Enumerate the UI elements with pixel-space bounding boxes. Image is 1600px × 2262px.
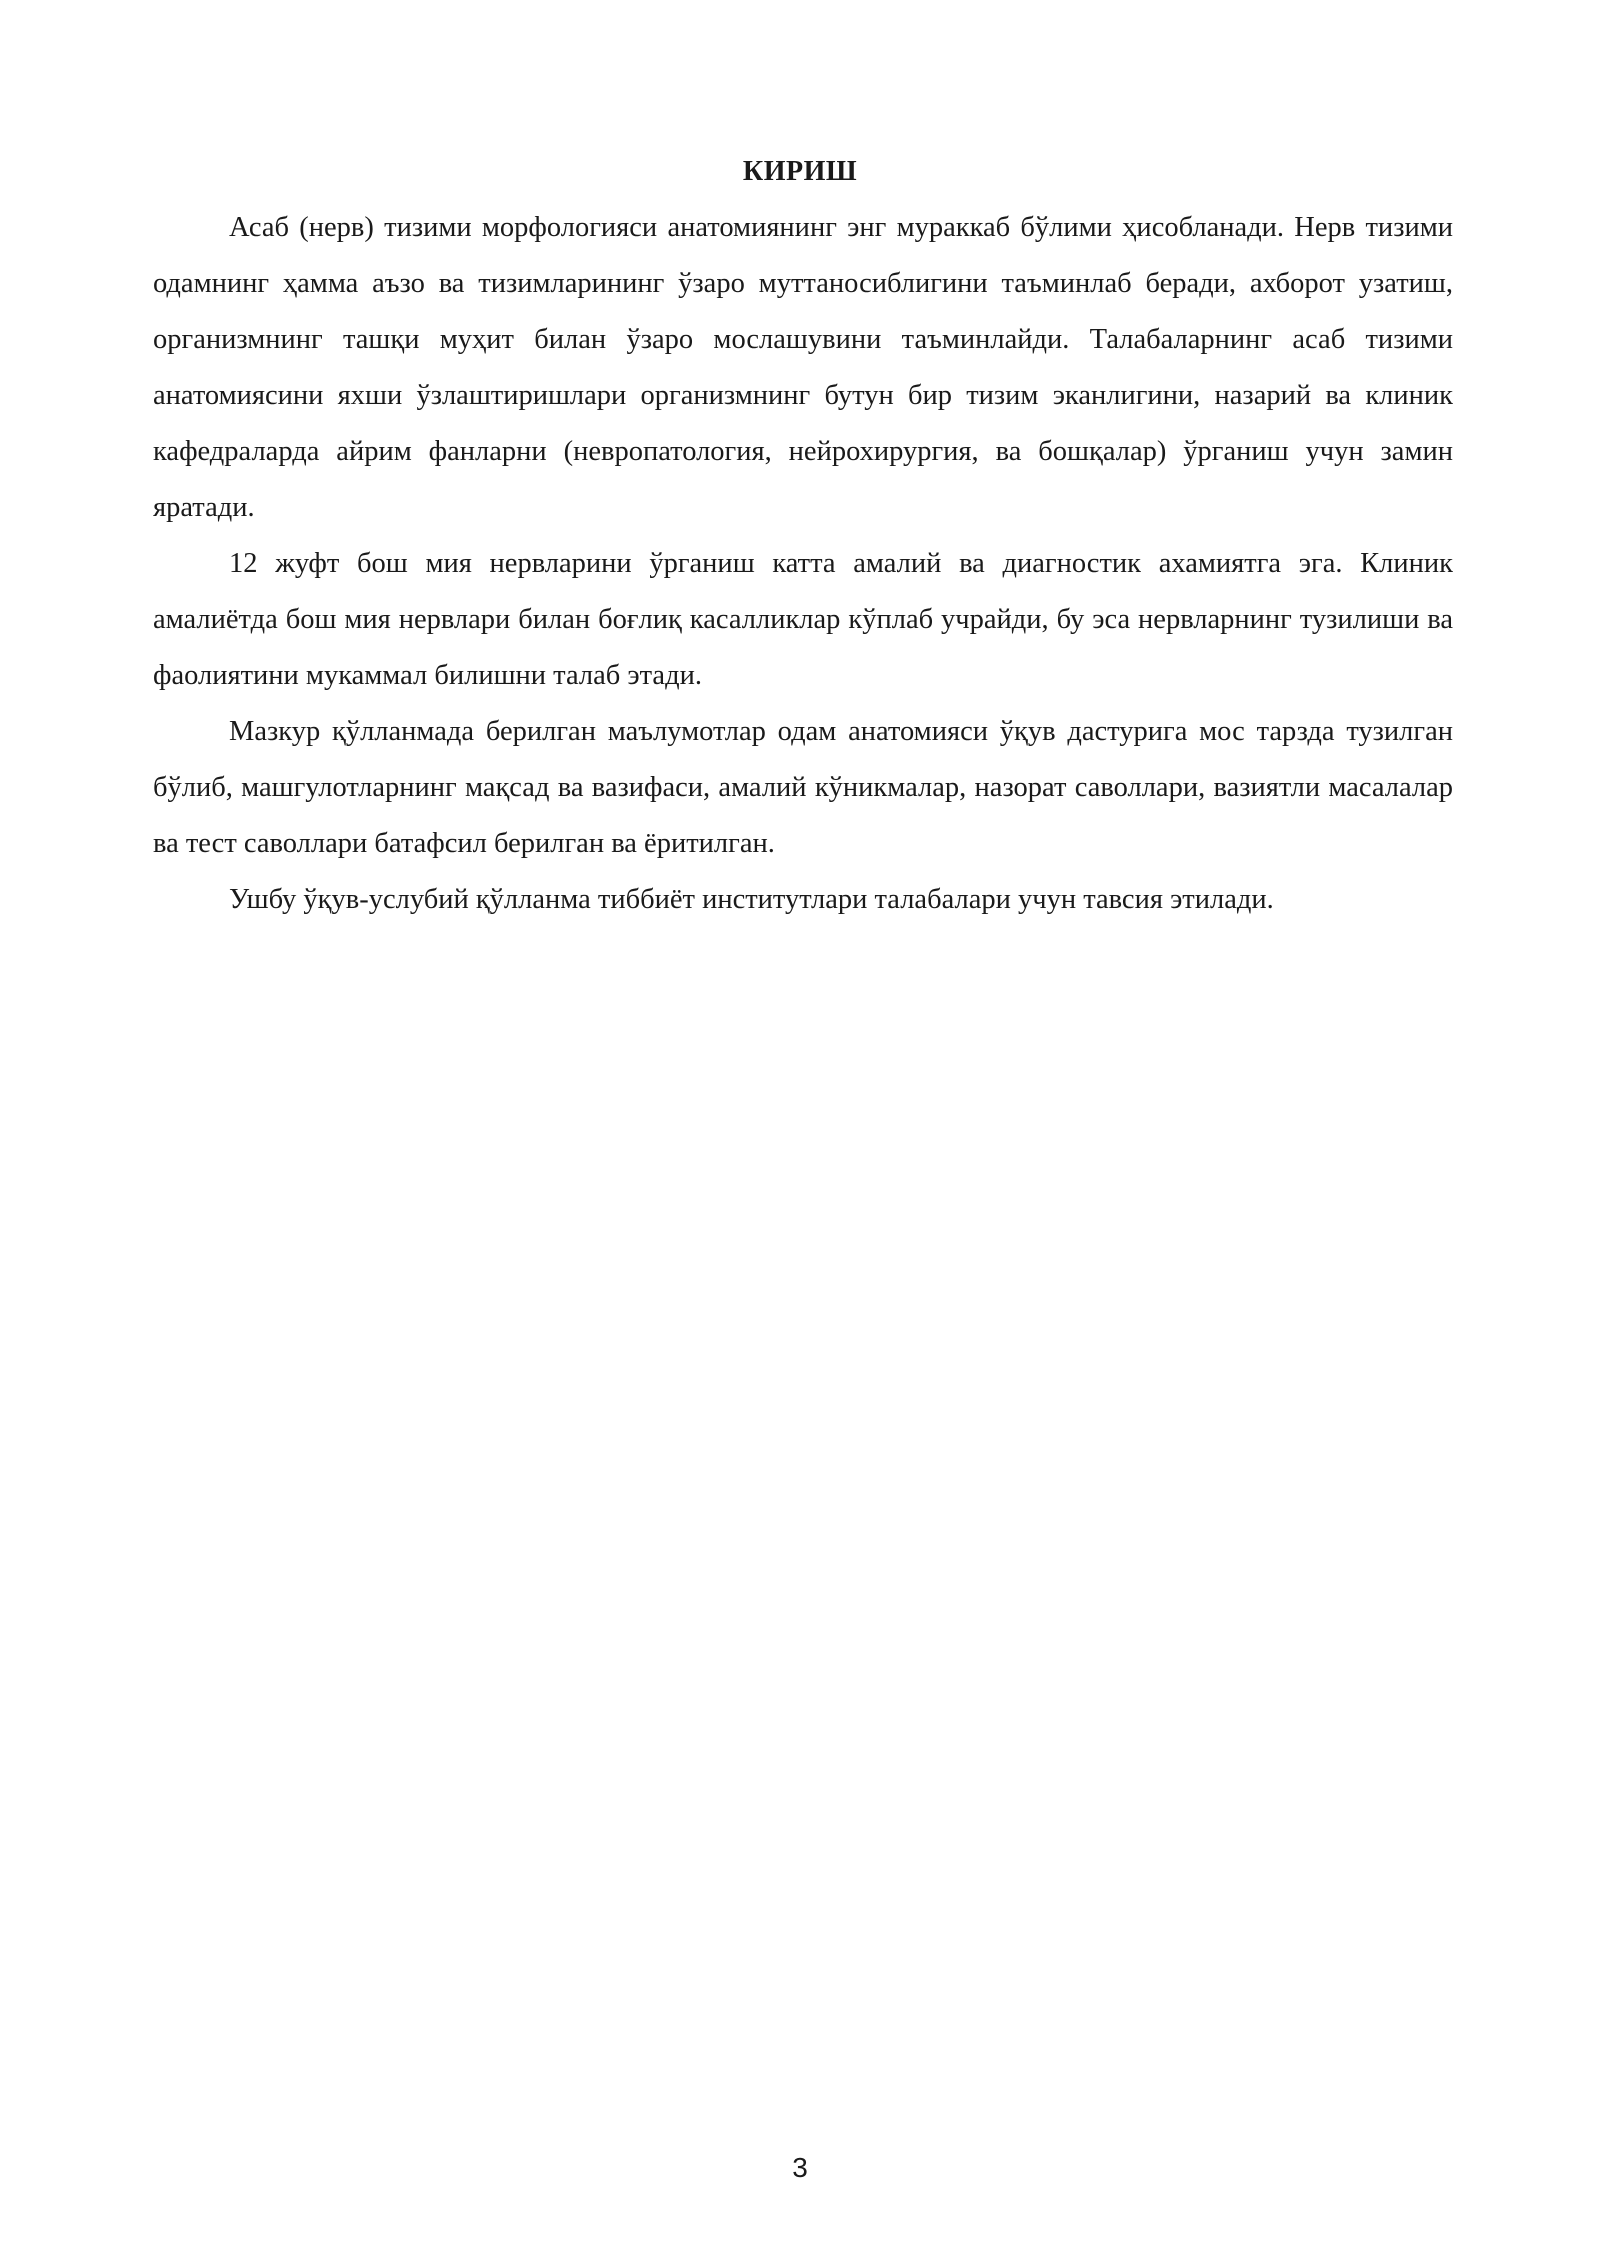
paragraph-2: 12 жуфт бош мия нервларини ўрганиш катта амалий ва диагностик ахамиятга эга. Клиник амалиётда бош мия нервлари билан боғлиқ касалликлар кўплаб учрайди, бу эса нервларнинг тузилиши ва фаолиятини мукаммал билишни талаб этади. [153,548,1453,691]
page-number: 3 [792,2152,808,2183]
paragraph-3: Мазкур қўлланмада берилган маълумотлар одам анатомияси ўқув дастурига мос тарзда тузилган бўлиб, машгулотларнинг мақсад ва вазифаси, амалий кўникмалар, назорат саволлари, вазиятли масалалар ва тест саволлари батафсил берилган ва ёритилган. [153,716,1453,859]
paragraph-4: Ушбу ўқув-услубий қўлланма тиббиёт институтлари талабалари учун тавсия этилади. [229,884,1274,915]
body-text [153,200,1453,928]
paragraph-1: Асаб (нерв) тизими морфологияси анатомиянинг энг мураккаб бўлими ҳисобланади. Нерв тизими одамнинг ҳамма аъзо ва тизимларининг ўзаро муттаносиблигини таъминлаб беради, ахборот узатиш, организмнинг ташқи муҳит билан ўзаро мослашувини таъминлайди. Талабаларнинг асаб тизими анатомиясини яхши ўзлаштиришлари организмнинг бутун бир тизим эканлигини, назарий ва клиник кафедраларда айрим фанларни (невропатология, нейрохирургия, ва бошқалар) ўрганиш учун замин яратади. [153,212,1453,523]
page-title: КИРИШ [742,156,858,187]
